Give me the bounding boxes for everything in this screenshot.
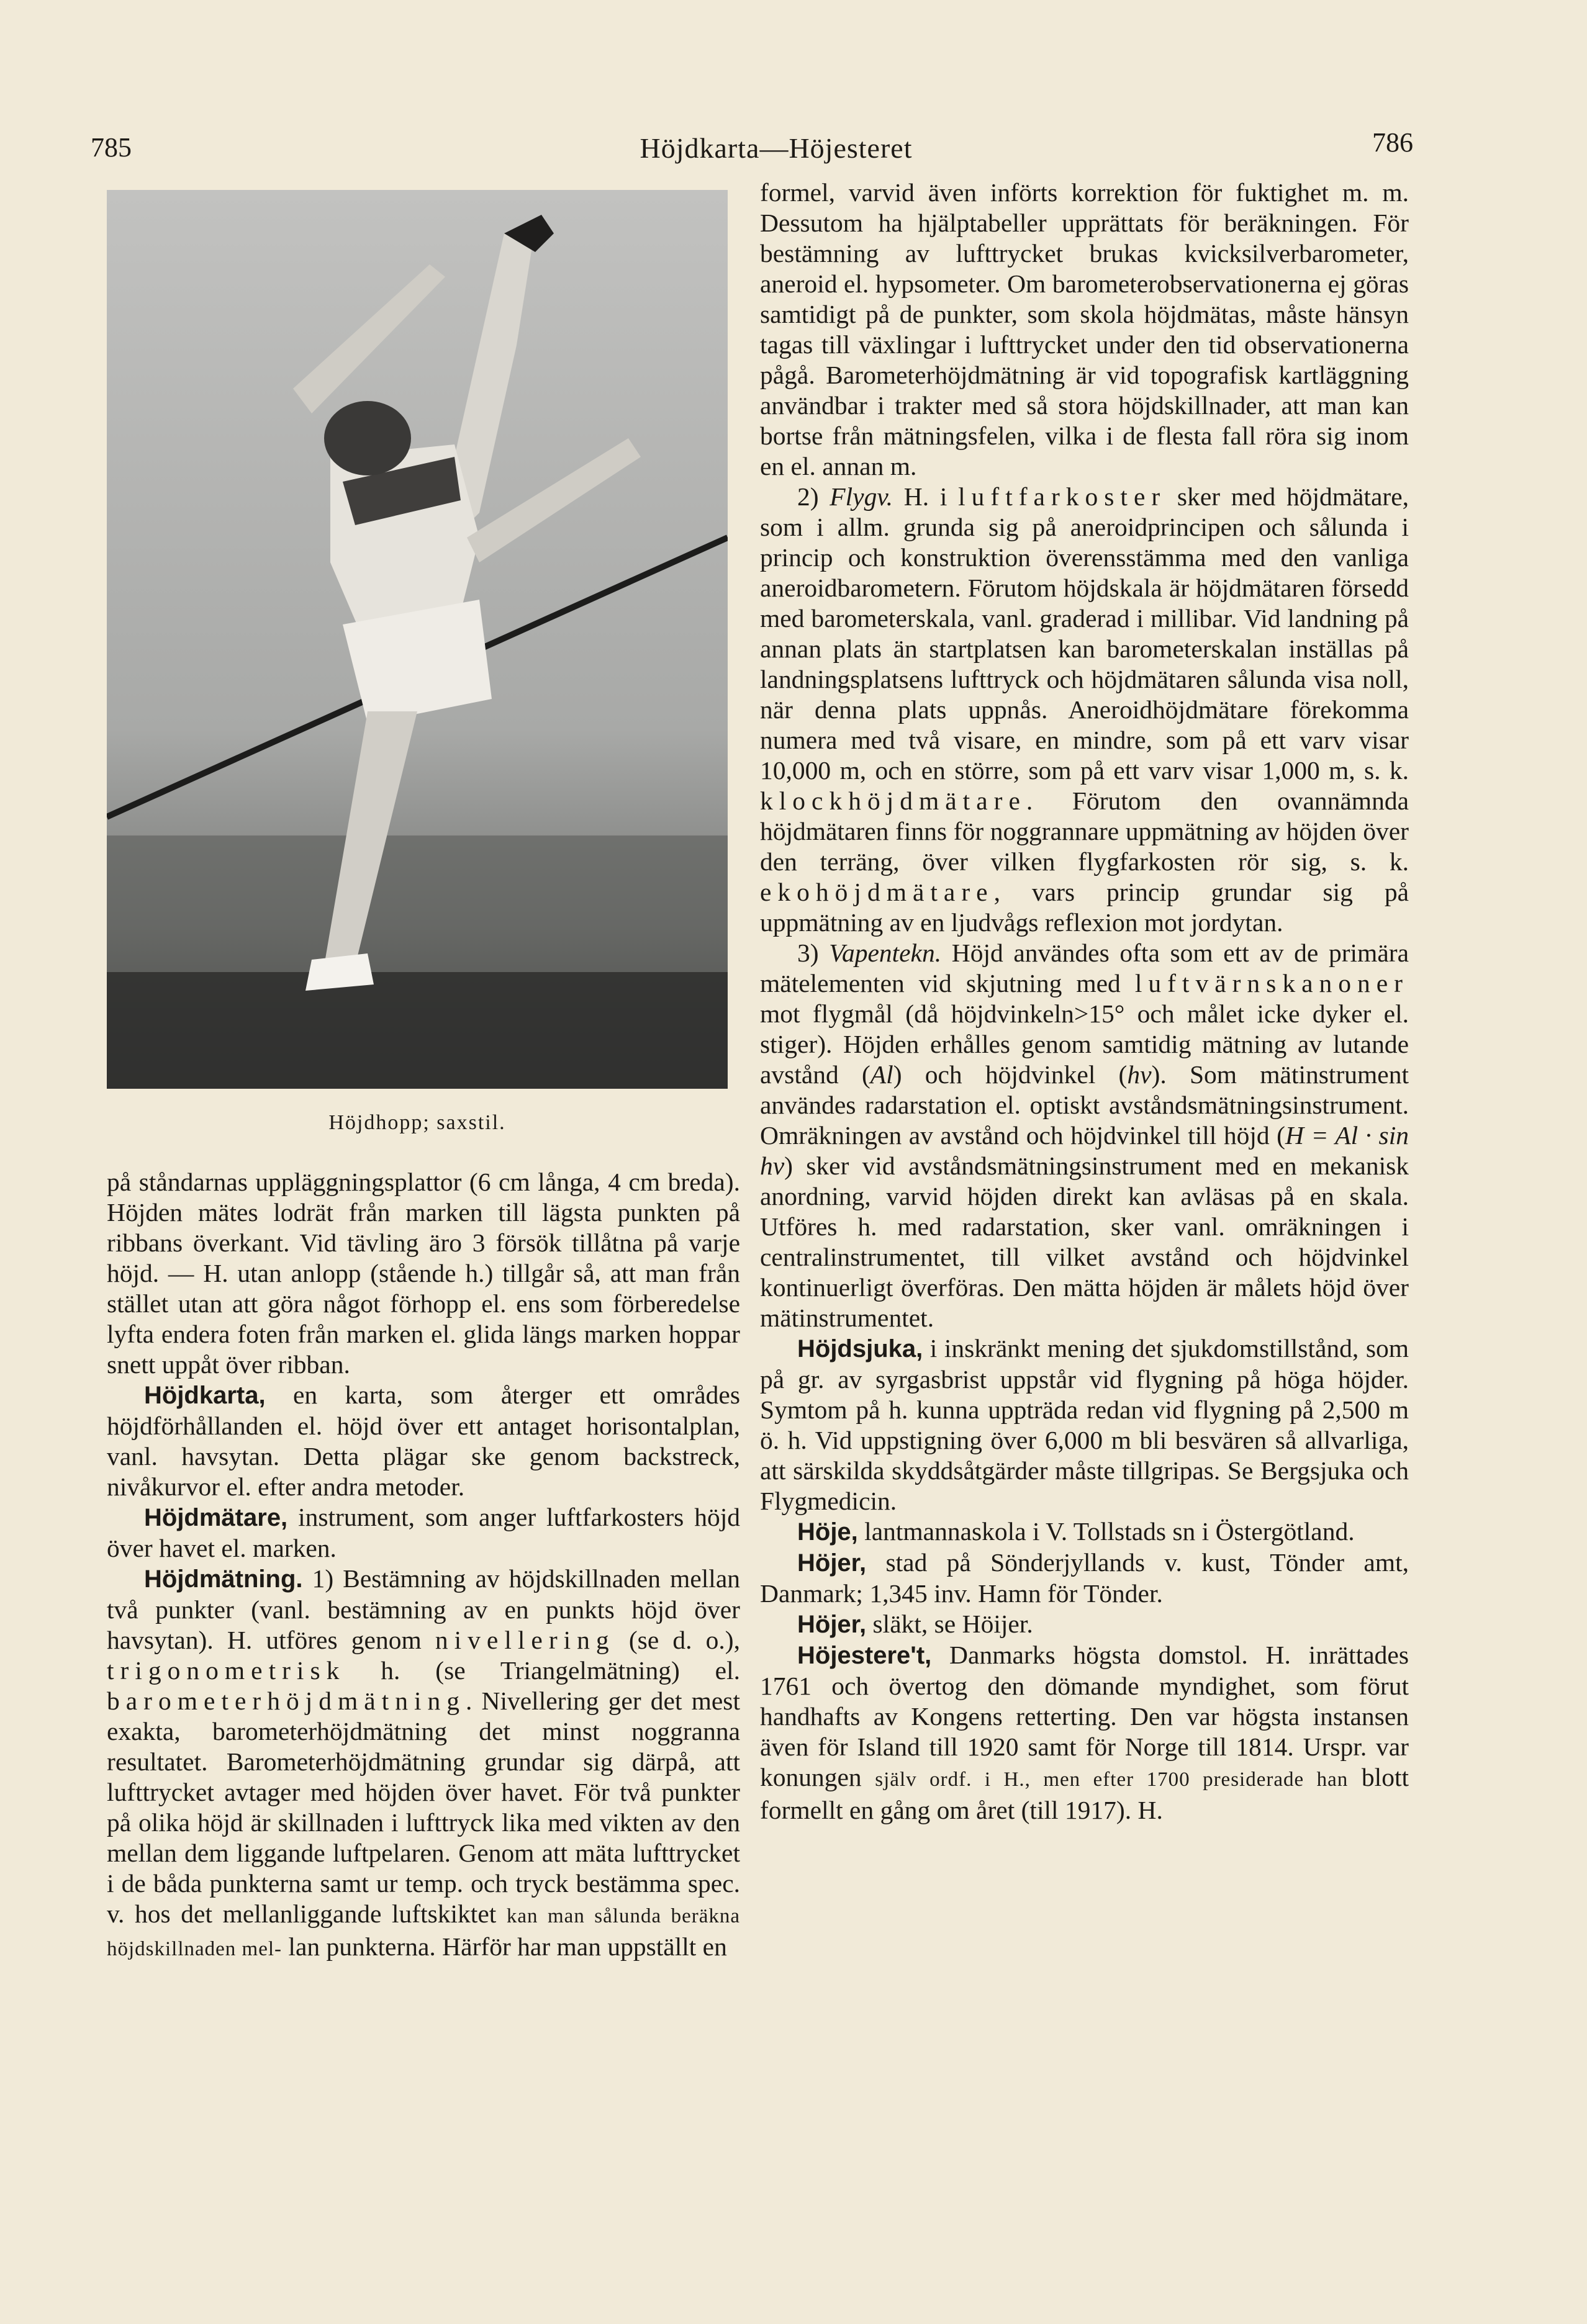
figure-caption: Höjdhopp; saxstil. (328, 1111, 506, 1134)
entry-hojer-stad (760, 1547, 1409, 1609)
spaced-term: luftfarkoster (958, 482, 1167, 511)
small-print: själv ordf. i H., men efter 1700 presiderade han (875, 1768, 1349, 1791)
formula: H = Al · sin hv (760, 1121, 1409, 1180)
entry-headword: Höjer, (797, 1611, 867, 1638)
body: , vars princip grundar sig på uppmätning av en ljudvågs reflexion mot jordytan. (760, 878, 1409, 937)
page-number-left: 785 (91, 132, 132, 163)
section-number: 3) (797, 939, 830, 967)
subsection-vapentekn (760, 938, 1409, 1333)
entry-body: . Nivellering ger det mest exakta, barometerhöjdmätning det minst noggranna resultatet. Barometerhöjdmätning grundar sig därpå, att lufttrycket avtager med höjden över havet. För två punkter på olika höjd är skillnaden i lufttryck lika med vikten av den mellan dem liggande luftpelaren. Genom att mäta lufttrycket i de båda punkterna samt ur temp. och tryck bestämma spec. v. hos det mellanliggande luftskiktet (107, 1687, 740, 1928)
right-column (760, 178, 1409, 1826)
high-jump-illustration (107, 190, 728, 1089)
entry-headword: Höjer, (797, 1549, 867, 1577)
entry-body: (se d. o.), (615, 1626, 741, 1654)
left-column (107, 1167, 740, 1965)
entry-body: Danmarks högsta domstol. H. inrättades 1761 och övertog den dömande myndighet, som förut handhafts av Kongens retterting. Den var högsta instansen även för Island till 1920 samt för Norge till 1814. Urspr. var konungen (760, 1641, 1409, 1791)
entry-headword: Höjdmätare, (144, 1504, 288, 1531)
entry-hojesteret (760, 1640, 1409, 1826)
spaced-term: trigonometrisk (107, 1656, 346, 1685)
entry-body: lantmannaskola i V. Tollstads sn i Östergötland. (857, 1517, 1355, 1546)
entry-hojdmatare (107, 1502, 740, 1564)
entry-hojdkarta (107, 1380, 740, 1502)
high-jump-photo (107, 190, 728, 1089)
spaced-term: klockhöjdmätare (760, 786, 1026, 815)
entry-body: instrument, som anger luftfarkosters höjd över havet el. marken. (107, 1503, 740, 1562)
entry-headword: Höje, (797, 1518, 858, 1546)
spaced-term: barometerhöjdmätning (107, 1687, 466, 1715)
entry-body: släkt, se Höijer. (866, 1610, 1033, 1638)
entry-body: 1) Bestämning av höjdskillnaden mellan två punkter (vanl. bestämning av en punkts höjd över havsytan). H. utföres genom (107, 1564, 740, 1654)
spaced-term: ekohöjdmätare (760, 878, 994, 906)
body: . Förutom den ovannämnda höjdmätaren finns för noggrannare uppmätning av höjden över den terräng, över vilken flygfarkosten rör sig, s. k. (760, 786, 1409, 876)
body: ). Som mätinstrument användes radarstation el. optiskt avståndsmätningsinstrument. Omräkningen av avstånd och höjdvinkel till höjd ( (760, 1060, 1409, 1150)
entry-body: en karta, som återger ett områdes höjdförhållanden el. höjd över ett antaget horisontalplan, vanl. havsytan. Detta plägar ske genom backstreck, nivåkurvor el. efter andra metoder. (107, 1380, 740, 1501)
page-number-right: 786 (1372, 127, 1413, 158)
entry-hoje (760, 1516, 1409, 1547)
body: ) sker vid avståndsmätningsinstrument med en mekanisk anordning, varvid höjden direkt kan avläsas på en skala. Utföres h. med radarstation, sker vanl. omräkningen i centralinstrumentet, till vilket avstånd och höjdvinkel kontinuerligt överföras. Den mätta höjden är målets höjd över mätinstrumentet. (760, 1151, 1409, 1332)
entry-headword: Höjestere't, (797, 1642, 932, 1669)
entry-body: i inskränkt mening det sjukdomstillstånd, som på gr. av syrgasbrist uppstår vid flygning på höga höjder. Symtom på h. kunna uppträda redan vid flygning på 2,500 m ö. h. Vid uppstigning över 6,000 m bli besvären så allvarliga, att särskilda skyddsåtgärder måste tillgripas. Se Bergsjuka och Flygmedicin. (760, 1334, 1409, 1515)
small-print: kan man sålunda beräkna höjdskillnaden mel- (107, 1905, 740, 1960)
body: Höjd användes ofta som ett av de primära mätelementen vid skjutning med (760, 939, 1409, 998)
spaced-term: luftvärnskanoner (1134, 969, 1409, 998)
entry-body: blott formellt en gång om året (till 1917). H. (760, 1763, 1409, 1824)
ground-shadow (107, 972, 728, 1089)
entry-hojdsjuka (760, 1333, 1409, 1516)
entry-hojer-slakt (760, 1609, 1409, 1640)
subsection-flygv (760, 482, 1409, 938)
entry-headword: Höjdmätning. (144, 1565, 303, 1593)
running-head: Höjdkarta—Höjesteret (640, 132, 913, 164)
entry-body: h. (se Triangelmätning) el. (345, 1656, 740, 1685)
formula-term: Al (870, 1060, 893, 1089)
entry-headword: Höjdsjuka, (797, 1335, 923, 1362)
section-label: Flygv. (830, 482, 893, 511)
head (324, 401, 411, 475)
section-number: 2) (797, 482, 830, 511)
body: mot flygmål (då höjdvinkeln>15° och målet icke dyker el. stiger). Höjden erhålles genom samtidig mätning av lutande avstånd ( (760, 999, 1409, 1089)
body: ) och höjdvinkel ( (893, 1060, 1128, 1089)
section-label: Vapentekn. (829, 939, 942, 967)
body: sker med höjdmätare, som i allm. grunda sig på aneroidprincipen och sålunda i princip och konstruktion överensstämma med den vanliga aneroidbarometern. Förutom höjdskala är höjdmätaren försedd med barometerskala, vanl. graderad i millibar. Vid landning på annan plats än startplatsen kan barometerskalan inställas på landningsplatsens lufttryck och höjdmätaren sålunda visa noll, när denna plats uppnås. Aneroidhöjdmätare förekomma numera med två visare, en mindre, som på ett varv visar 10,000 m, och en större, som på ett varv visar 1,000 m, s. k. (760, 482, 1409, 785)
entry-hojdmatning (107, 1564, 740, 1965)
body: H. i (893, 482, 959, 511)
continued-paragraph: på ståndarnas uppläggningsplattor (6 cm långa, 4 cm breda). Höjden mätes lodrät från marken till lägsta punkten på ribbans överkant. Vid tävling äro 3 försök tillåtna på varje höjd. — H. utan anlopp (stående h.) tillgår så, att man från stället utan att göra något förhopp el. ens som förberedelse lyfta endera foten från marken el. glida längs marken hoppar snett uppåt över ribban. (107, 1168, 740, 1379)
formula-term: hv (1127, 1060, 1152, 1089)
entry-body: lan punkterna. Härför har man uppställt en (288, 1932, 727, 1961)
spaced-term: nivellering (435, 1626, 615, 1654)
continued-paragraph: formel, varvid även införts korrektion för fuktighet m. m. Dessutom ha hjälptabeller upprättats för beräkningen. För bestämning av lufttrycket brukas kvicksilverbarometer, aneroid el. hypsometer. Om barometerobservationerna ej göras samtidigt på de punkter, som skola höjdmätas, måste hänsyn tagas till växlingar i lufttrycket under den tid observationerna pågå. Barometerhöjdmätning är vid topografisk kartläggning användbar i trakter med så stora höjdskillnader, att man kan bortse från mätningsfelen, vilka i de flesta fall röra sig inom en el. annan m. (760, 178, 1409, 480)
entry-headword: Höjdkarta, (144, 1382, 266, 1409)
entry-body: stad på Sönderjyllands v. kust, Tönder amt, Danmark; 1,345 inv. Hamn för Tönder. (760, 1548, 1409, 1608)
